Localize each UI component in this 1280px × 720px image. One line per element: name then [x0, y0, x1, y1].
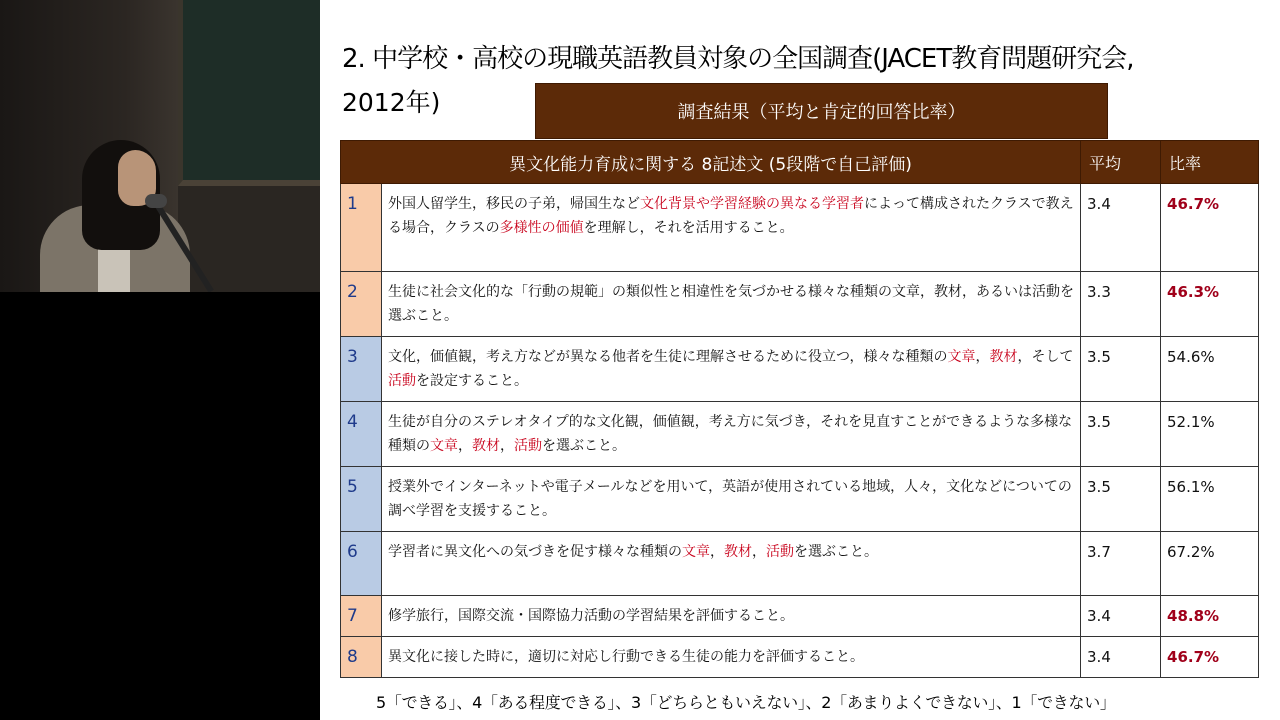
- statement-highlight: 多様性の価値: [499, 220, 584, 236]
- table-row: [341, 532, 1259, 596]
- header-average: 平均: [1081, 141, 1161, 184]
- row-statement: [382, 596, 1081, 637]
- statement-highlight: 活動: [388, 373, 416, 389]
- table-row: [341, 272, 1259, 337]
- row-number: 6: [341, 532, 382, 596]
- statement-text: を選ぶこと。: [794, 544, 878, 560]
- statement-text: ，: [710, 544, 724, 560]
- table-row: [341, 467, 1259, 532]
- row-ratio: 46.7%: [1161, 637, 1259, 678]
- statement-highlight: 活動: [514, 438, 542, 454]
- statement-highlight: 活動: [766, 544, 794, 560]
- table-header-row: [341, 141, 1259, 184]
- row-average: 3.7: [1081, 532, 1161, 596]
- row-ratio: 48.8%: [1161, 596, 1259, 637]
- slide-title-line1: 2. 中学校・高校の現職英語教員対象の全国調査(JACET教育問題研究会,: [342, 44, 1134, 74]
- statement-text: ，: [752, 544, 766, 560]
- row-average: 3.5: [1081, 337, 1161, 402]
- table-row: [341, 596, 1259, 637]
- statement-text: 異文化に接した時に，適切に対応し行動できる生徒の能力を評価すること。: [388, 649, 864, 665]
- statement-text: 生徒に社会文化的な「行動の規範」の類似性と相違性を気づかせる様々な種類の文章，教材，あるいは活動を選ぶこと。: [388, 284, 1074, 324]
- row-number: 2: [341, 272, 382, 337]
- row-ratio: 52.1%: [1161, 402, 1259, 467]
- chalkboard: [178, 0, 320, 186]
- row-number: 3: [341, 337, 382, 402]
- row-average: 3.5: [1081, 402, 1161, 467]
- statement-highlight: 文化背景や学習経験の異なる学習者: [640, 196, 864, 212]
- row-average: 3.4: [1081, 596, 1161, 637]
- statement-text: 授業外でインターネットや電子メールなどを用いて，英語が使用されている地域，人々，文化などについての調べ学習を支援すること。: [388, 479, 1072, 519]
- presentation-slide: [320, 0, 1280, 720]
- statement-text: を設定すること。: [416, 373, 528, 389]
- row-statement: [382, 184, 1081, 272]
- statement-text: を選ぶこと。: [542, 438, 626, 454]
- statement-text: 修学旅行，国際交流・国際協力活動の学習結果を評価すること。: [388, 608, 794, 624]
- row-number: 1: [341, 184, 382, 272]
- rating-scale-note: 5「できる」、4「ある程度できる」、3「どちらともいえない」、2「あまりよくできない」、1「できない」: [376, 693, 1116, 712]
- header-statement: 異文化能力育成に関する 8記述文 (5段階で自己評価): [341, 141, 1081, 184]
- speaker-video-panel: [0, 0, 320, 720]
- speaker-video-frame: [0, 0, 320, 292]
- statement-text: 外国人留学生，移民の子弟，帰国生など: [388, 196, 640, 212]
- row-ratio: 46.7%: [1161, 184, 1259, 272]
- table-row: [341, 637, 1259, 678]
- row-ratio: 46.3%: [1161, 272, 1259, 337]
- survey-result-banner: 調査結果（平均と肯定的回答比率）: [535, 83, 1108, 139]
- statement-text: 生徒が自分のステレオタイプ的な文化観，価値観，考え方に気づき，それを見直すことができるような多様な種類の: [388, 414, 1073, 454]
- slide-title-line2: 2012年): [342, 88, 441, 117]
- row-statement: [382, 402, 1081, 467]
- row-average: 3.4: [1081, 637, 1161, 678]
- table-body: [341, 184, 1259, 678]
- microphone-icon: [145, 194, 167, 208]
- row-number: 7: [341, 596, 382, 637]
- table-row: [341, 184, 1259, 272]
- statement-highlight: 教材: [724, 544, 752, 560]
- survey-results-table: [340, 140, 1259, 678]
- statement-text: 学習者に異文化への気づきを促す様々な種類の: [388, 544, 682, 560]
- row-average: 3.5: [1081, 467, 1161, 532]
- statement-highlight: 文章: [947, 349, 976, 365]
- row-ratio: 67.2%: [1161, 532, 1259, 596]
- row-average: 3.3: [1081, 272, 1161, 337]
- row-ratio: 56.1%: [1161, 467, 1259, 532]
- statement-text: ，: [975, 349, 990, 365]
- row-ratio: 54.6%: [1161, 337, 1259, 402]
- statement-text: によって構成されたクラスで教える場合，クラスの: [388, 196, 1074, 236]
- table-row: [341, 402, 1259, 467]
- statement-text: ，: [458, 438, 472, 454]
- row-number: 5: [341, 467, 382, 532]
- row-statement: [382, 272, 1081, 337]
- row-average: 3.4: [1081, 184, 1161, 272]
- table-row: [341, 337, 1259, 402]
- statement-highlight: 文章: [682, 544, 710, 560]
- statement-highlight: 教材: [472, 438, 500, 454]
- statement-text: ，そして: [1017, 349, 1074, 365]
- statement-highlight: 文章: [430, 438, 458, 454]
- header-ratio: 比率: [1161, 141, 1259, 184]
- statement-text: を理解し，それを活用すること。: [583, 220, 794, 236]
- row-number: 8: [341, 637, 382, 678]
- row-statement: [382, 467, 1081, 532]
- row-statement: [382, 637, 1081, 678]
- row-number: 4: [341, 402, 382, 467]
- statement-text: ，: [500, 438, 514, 454]
- statement-highlight: 教材: [989, 349, 1018, 365]
- row-statement: [382, 337, 1081, 402]
- row-statement: [382, 532, 1081, 596]
- statement-text: 文化，価値観，考え方などが異なる他者を生徒に理解させるために役立つ，様々な種類の: [388, 349, 948, 365]
